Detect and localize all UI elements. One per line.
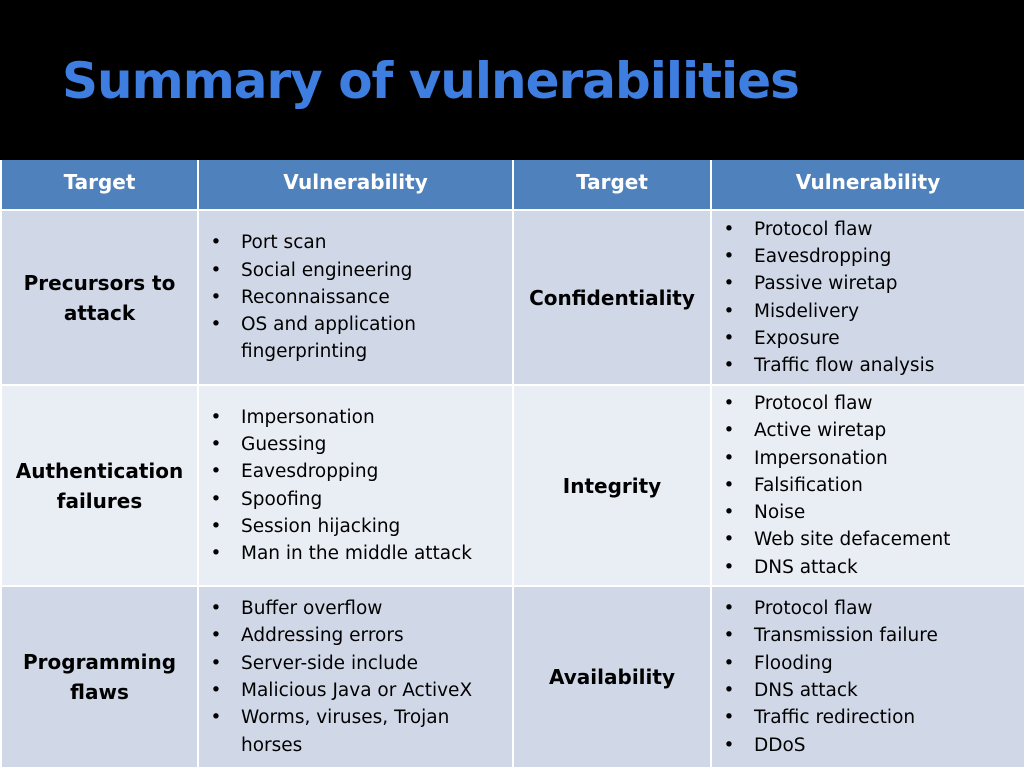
bullet-icon: •: [210, 625, 222, 647]
vulnerability-text: DDoS: [754, 734, 806, 756]
vulnerability-item: [209, 622, 512, 649]
bullet-icon: •: [723, 273, 735, 295]
vulnerability-text: DNS attack: [754, 680, 858, 701]
bullet-icon: •: [723, 652, 735, 674]
vulnerability-item: [209, 513, 512, 540]
vulnerability-list: [199, 229, 512, 365]
vulnerability-list: [199, 595, 512, 759]
vulnerability-text: Passive wiretap: [754, 273, 898, 295]
bullet-icon: •: [723, 327, 735, 349]
vulnerability-text: Impersonation: [754, 447, 888, 469]
vulnerability-cell: [198, 210, 513, 385]
bullet-icon: •: [723, 355, 735, 377]
header-vulnerability-right: Vulnerability: [711, 160, 1024, 210]
vulnerability-item: [722, 554, 1024, 581]
table-row: [1, 385, 1024, 586]
vulnerability-cell: [711, 210, 1024, 385]
vulnerability-item: [209, 257, 512, 284]
vulnerability-text: Web site defacement: [754, 529, 951, 551]
vulnerability-text: Session hijacking: [241, 515, 401, 537]
target-cell: Integrity: [513, 385, 711, 586]
vulnerability-text: Worms, viruses, Trojan horses: [241, 707, 450, 756]
vulnerability-list: [199, 404, 512, 568]
bullet-icon: •: [723, 502, 735, 524]
bullet-icon: •: [723, 625, 735, 647]
vulnerability-text: Buffer overflow: [241, 598, 383, 620]
vulnerability-list: [712, 595, 1024, 759]
bullet-icon: •: [723, 245, 735, 267]
target-cell: Availability: [513, 586, 711, 768]
vulnerability-text: DNS attack: [754, 556, 858, 578]
vulnerability-text: Active wiretap: [754, 420, 887, 442]
bullet-icon: •: [723, 447, 735, 469]
vulnerability-text: Traffic flow analysis: [754, 355, 935, 377]
vulnerability-text: Protocol flaw: [754, 392, 873, 414]
vulnerability-item: [722, 732, 1024, 759]
vulnerability-item: [722, 390, 1024, 417]
vulnerability-item: [209, 229, 512, 256]
table-row: [1, 210, 1024, 385]
bullet-icon: •: [210, 652, 222, 674]
vulnerability-text: Impersonation: [241, 406, 375, 428]
vulnerability-cell: [711, 586, 1024, 768]
vulnerability-item: [722, 704, 1024, 731]
bullet-icon: •: [210, 461, 222, 483]
vulnerability-text: Exposure: [754, 327, 840, 349]
vulnerability-item: [722, 499, 1024, 526]
bullet-icon: •: [210, 707, 222, 729]
vulnerability-text: Port scan: [241, 232, 327, 254]
vulnerability-text: Server-side include: [241, 652, 418, 674]
vulnerability-text: Flooding: [754, 652, 833, 674]
vulnerability-text: Eavesdropping: [754, 245, 892, 267]
vulnerability-item: [209, 311, 512, 366]
vulnerability-text: Eavesdropping: [241, 461, 379, 483]
vulnerability-item: [722, 650, 1024, 677]
vulnerability-text: Traffic redirection: [754, 707, 916, 729]
bullet-icon: •: [210, 259, 222, 281]
vulnerability-item: [722, 445, 1024, 472]
vulnerability-text: Guessing: [241, 433, 327, 455]
bullet-icon: •: [210, 488, 222, 510]
bullet-icon: •: [723, 598, 735, 620]
table-header-row: [1, 160, 1024, 210]
vulnerability-text: Spoofing: [241, 488, 323, 510]
vulnerability-text: Noise: [754, 502, 806, 524]
vulnerability-item: [209, 540, 512, 567]
vulnerability-item: [722, 472, 1024, 499]
bullet-icon: •: [723, 734, 735, 756]
vulnerability-item: [209, 595, 512, 622]
vulnerability-cell: [198, 385, 513, 586]
vulnerability-item: [209, 486, 512, 513]
vulnerability-text: Social engineering: [241, 259, 413, 281]
bullet-icon: •: [723, 556, 735, 578]
vulnerability-item: [209, 284, 512, 311]
vulnerability-item: [722, 270, 1024, 297]
vulnerability-item: [209, 431, 512, 458]
vulnerability-text: Man in the middle attack: [241, 543, 473, 565]
bullet-icon: •: [723, 218, 735, 240]
bullet-icon: •: [210, 314, 222, 336]
header-target-left: Target: [1, 160, 198, 210]
vulnerability-text: Protocol flaw: [754, 218, 873, 240]
vulnerability-cell: [198, 586, 513, 768]
bullet-icon: •: [723, 529, 735, 551]
vulnerability-text: Addressing errors: [241, 625, 404, 647]
bullet-icon: •: [723, 300, 735, 322]
vulnerability-list: [712, 390, 1024, 581]
target-cell: Authentication failures: [1, 385, 198, 586]
vulnerability-cell: [711, 385, 1024, 586]
vulnerability-text: Protocol flaw: [754, 598, 873, 620]
bullet-icon: •: [723, 420, 735, 442]
vulnerability-item: [209, 458, 512, 485]
target-cell: Confidentiality: [513, 210, 711, 385]
vulnerability-text: Misdelivery: [754, 300, 860, 322]
bullet-icon: •: [723, 392, 735, 414]
bullet-icon: •: [210, 286, 222, 308]
bullet-icon: •: [210, 406, 222, 428]
vulnerability-item: [722, 622, 1024, 649]
vulnerability-text: Falsification: [754, 474, 863, 496]
vulnerability-table: [0, 160, 1024, 768]
vulnerability-item: [209, 650, 512, 677]
target-cell: Programming flaws: [1, 586, 198, 768]
vulnerability-item: [722, 677, 1024, 704]
vulnerability-item: [209, 704, 512, 759]
slide-title: Summary of vulnerabilities: [62, 52, 799, 110]
vulnerability-item: [722, 595, 1024, 622]
target-cell: Precursors to attack: [1, 210, 198, 385]
bullet-icon: •: [723, 707, 735, 729]
vulnerability-text: OS and application fingerprinting: [241, 314, 416, 363]
header-vulnerability-left: Vulnerability: [198, 160, 513, 210]
vulnerability-text: Transmission failure: [754, 625, 938, 647]
bullet-icon: •: [210, 543, 222, 565]
vulnerability-text: Reconnaissance: [241, 286, 390, 308]
bullet-icon: •: [723, 680, 735, 701]
bullet-icon: •: [210, 598, 222, 620]
vulnerability-item: [722, 243, 1024, 270]
vulnerability-item: [722, 352, 1024, 379]
vulnerability-item: [209, 404, 512, 431]
bullet-icon: •: [723, 474, 735, 496]
bullet-icon: •: [210, 433, 222, 455]
vulnerability-text: Malicious Java or ActiveX: [241, 680, 473, 701]
vulnerability-item: [209, 677, 512, 704]
bullet-icon: •: [210, 680, 222, 701]
vulnerability-list: [712, 216, 1024, 380]
bullet-icon: •: [210, 232, 222, 254]
table-row: [1, 586, 1024, 768]
vulnerability-item: [722, 325, 1024, 352]
header-target-right: Target: [513, 160, 711, 210]
bullet-icon: •: [210, 515, 222, 537]
vulnerability-item: [722, 526, 1024, 553]
vulnerability-item: [722, 298, 1024, 325]
vulnerability-item: [722, 216, 1024, 243]
vulnerability-item: [722, 417, 1024, 444]
